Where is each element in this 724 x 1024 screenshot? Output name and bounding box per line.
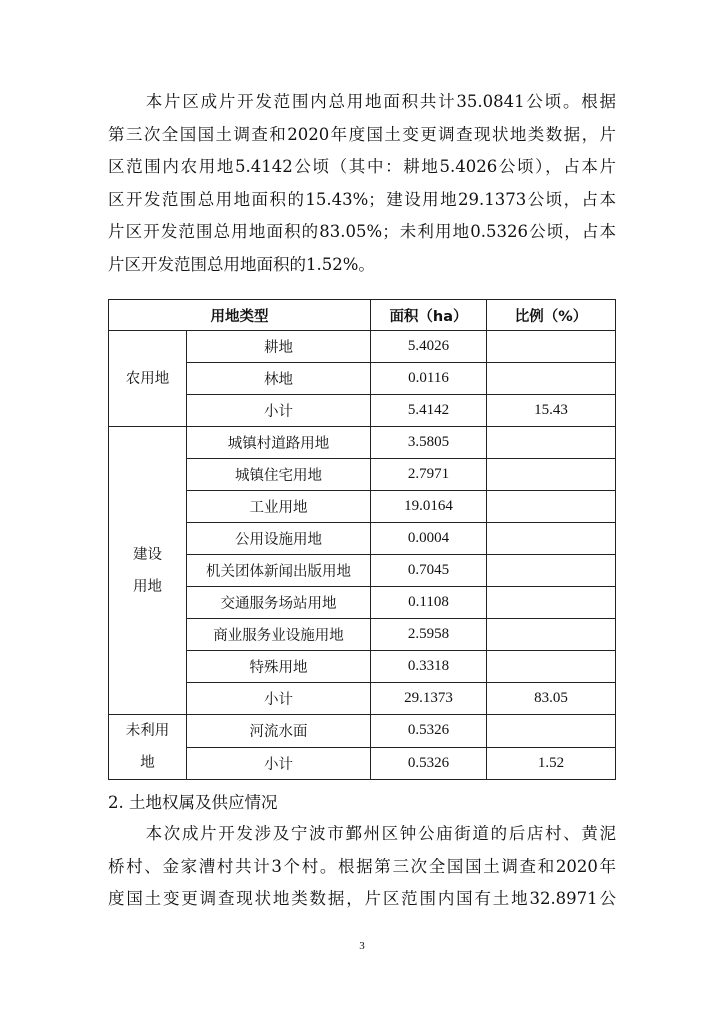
area-cell: 29.1373 [371,683,487,715]
land-type-cell: 交通服务场站用地 [187,587,371,619]
ratio-cell [487,363,616,395]
table-row [109,427,616,459]
ratio-cell [487,651,616,683]
paragraph-line: 第三次全国国土调查和2020年度国土变更调查现状地类数据，片 [108,124,616,144]
land-type-cell: 城镇村道路用地 [187,427,371,459]
group-agriculture: 农用地 [109,331,187,427]
land-area-paragraph [108,86,616,281]
paragraph-line: 区范围内农用地5.4142公顷（其中：耕地5.4026公顷），占本片 [108,157,616,176]
area-cell: 0.1108 [371,587,487,619]
land-type-cell: 林地 [187,363,371,395]
area-cell: 2.7971 [371,459,487,491]
subtotal-label: 小计 [187,395,371,427]
ratio-cell: 15.43 [487,395,616,427]
table-header-row [109,300,616,331]
ratio-cell [487,331,616,363]
area-cell: 0.0004 [371,523,487,555]
group-label-line: 用地 [133,578,162,595]
area-cell: 5.4026 [371,331,487,363]
paragraph-line: 片区开发范围总用地面积的83.05%；未利用地0.5326公顷，占本 [108,222,616,241]
land-type-cell: 城镇住宅用地 [187,459,371,491]
land-type-cell: 公用设施用地 [187,523,371,555]
area-cell: 19.0164 [371,491,487,523]
header-land-type: 用地类型 [109,300,371,331]
land-type-cell: 耕地 [187,331,371,363]
area-cell: 2.5958 [371,619,487,651]
paragraph-line: 度国土变更调查现状地类数据，片区范围内国有土地32.8971公 [108,889,616,908]
ratio-cell [487,619,616,651]
ratio-cell [487,427,616,459]
land-use-table [108,299,616,780]
group-label-line: 建设 [133,546,162,563]
land-type-cell: 特殊用地 [187,651,371,683]
ratio-cell [487,555,616,587]
area-cell: 0.7045 [371,555,487,587]
ratio-cell: 83.05 [487,683,616,715]
ratio-cell [487,491,616,523]
area-cell: 0.3318 [371,651,487,683]
land-ownership-paragraph [108,818,616,916]
ratio-cell: 1.52 [487,747,616,780]
area-cell: 0.0116 [371,363,487,395]
ratio-cell [487,523,616,555]
paragraph-line: 本片区成片开发范围内总用地面积共计35.0841公顷。根据 [144,92,616,111]
area-cell: 0.5326 [371,747,487,780]
area-cell: 0.5326 [371,715,487,748]
paragraph-line: 桥村、金家漕村共计3个村。根据第三次全国国土调查和2020年 [108,856,616,876]
page-number: 3 [359,940,365,952]
subtotal-label: 小计 [187,683,371,715]
table-row [109,715,616,748]
group-construction [109,427,187,715]
group-unused [109,715,187,780]
header-ratio: 比例（%） [487,300,616,331]
area-cell: 5.4142 [371,395,487,427]
land-type-cell: 商业服务业设施用地 [187,619,371,651]
header-area: 面积（ha） [371,300,487,331]
ratio-cell [487,715,616,748]
ratio-cell [487,587,616,619]
section-heading: 2. 土地权属及供应情况 [108,793,278,812]
ratio-cell [487,459,616,491]
land-type-cell: 机关团体新闻出版用地 [187,555,371,587]
paragraph-line: 区开发范围总用地面积的15.43%；建设用地29.1373公顷，占本 [108,189,616,209]
area-cell: 3.5805 [371,427,487,459]
land-type-cell: 工业用地 [187,491,371,523]
subtotal-label: 小计 [187,747,371,780]
group-label-line: 未利用 [125,723,170,739]
table-row [109,331,616,363]
paragraph-line: 本次成片开发涉及宁波市鄞州区钟公庙街道的后店村、黄泥 [144,824,616,843]
land-type-cell: 河流水面 [187,715,371,748]
paragraph-line: 片区开发范围总用地面积的1.52%。 [108,254,375,274]
group-label-line: 地 [140,755,155,771]
